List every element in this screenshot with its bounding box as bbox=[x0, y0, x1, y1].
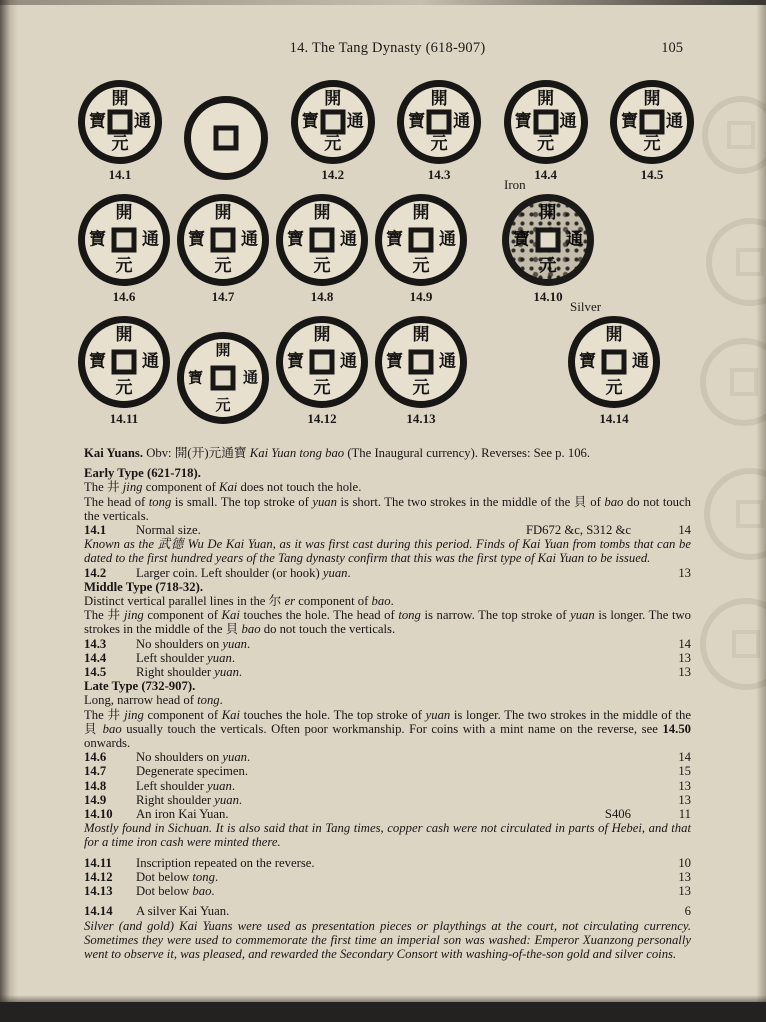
coin-figure bbox=[177, 194, 269, 305]
entry-number: 14.2 bbox=[84, 565, 107, 580]
text-run: do not touch the verticals. bbox=[84, 494, 692, 523]
entry-value: 13 bbox=[678, 792, 691, 807]
text-run: . bbox=[390, 594, 394, 609]
coin-image bbox=[78, 194, 170, 286]
bleedthrough-ghost bbox=[700, 598, 766, 690]
coin-row bbox=[78, 177, 694, 305]
text-run: . bbox=[247, 750, 251, 765]
text-run: is longer. The two strokes in the middle of the 貝 bbox=[84, 608, 691, 637]
catalog-entry bbox=[84, 750, 691, 764]
catalog-entry bbox=[84, 870, 691, 884]
text-run: tong bbox=[192, 869, 215, 884]
text-run: Kai bbox=[221, 608, 240, 623]
text-run: er bbox=[284, 594, 296, 609]
coin-image bbox=[177, 332, 269, 424]
entry-number: 14.10 bbox=[84, 807, 113, 822]
coin-figure bbox=[276, 194, 368, 305]
coin-material-tag: Iron bbox=[504, 177, 526, 192]
paragraph bbox=[84, 495, 691, 523]
coin-character: 通 bbox=[439, 351, 456, 372]
entry-value: 15 bbox=[678, 764, 691, 779]
coin-character: 通 bbox=[453, 111, 471, 132]
coin-hole bbox=[427, 110, 452, 135]
entry-value: 13 bbox=[678, 884, 691, 899]
text-run: . bbox=[211, 884, 215, 899]
coin-character: 寶 bbox=[386, 229, 403, 250]
text-run: Degenerate specimen. bbox=[136, 764, 249, 779]
text-run: touches the hole. The top stroke of bbox=[240, 707, 426, 722]
catalog-entry bbox=[84, 904, 691, 918]
coin-hole bbox=[409, 228, 434, 253]
text-run: An iron Kai Yuan. bbox=[136, 807, 229, 822]
coin-character: 通 bbox=[142, 351, 159, 372]
coin-figure bbox=[291, 80, 375, 183]
coin-character: 開 bbox=[324, 89, 342, 109]
text-run: . bbox=[214, 869, 219, 884]
page-header bbox=[84, 40, 691, 57]
coin-character: 寶 bbox=[301, 111, 319, 132]
text-run: Silver (and gold) Kai Yuans were used as presentation pieces or playthings at the court, not circulating currency. Sometimes they were used to commemorate the first time an imperial son was washed: Emperor Xuanzong personally went to observe it, was pleased, and rewarded the Secondary Consort with washing-of-the-son gold and silver coins. bbox=[84, 918, 691, 961]
coin-hole bbox=[112, 350, 137, 375]
coin-hole bbox=[602, 350, 627, 375]
entry-value: 13 bbox=[678, 665, 691, 680]
bleedthrough-ghost bbox=[706, 218, 766, 306]
coin-figure bbox=[78, 316, 170, 427]
catalog-entry bbox=[84, 807, 691, 821]
coin-character: 開 bbox=[214, 203, 232, 223]
coin-character: 寶 bbox=[188, 229, 205, 250]
italic-note bbox=[84, 919, 691, 962]
catalog-entry bbox=[84, 779, 691, 793]
entry-description bbox=[136, 807, 605, 821]
coin-figure bbox=[502, 177, 594, 305]
entry-value: 6 bbox=[684, 904, 691, 919]
entry-value: 14 bbox=[678, 750, 691, 765]
text-run: is short. The two strokes in the middle of the 貝 of bbox=[336, 494, 605, 509]
text-run: yuan bbox=[312, 494, 337, 509]
entry-description bbox=[136, 651, 665, 665]
coin-character: 開 bbox=[313, 203, 331, 223]
entry-description bbox=[136, 750, 665, 764]
paragraph bbox=[84, 608, 691, 636]
text-run: The 井 bbox=[84, 480, 123, 495]
entry-description bbox=[136, 665, 665, 679]
text-run: Inscription repeated on the reverse. bbox=[136, 855, 315, 870]
coin-character: 通 bbox=[439, 229, 456, 250]
scan-edge-bottom bbox=[0, 1002, 766, 1022]
coin-hole bbox=[211, 366, 236, 391]
coin-character: 元 bbox=[643, 134, 661, 154]
coin-material-tag: Silver bbox=[570, 299, 602, 314]
text-run: Kai Yuan tong bao bbox=[249, 446, 345, 460]
coin-image bbox=[276, 194, 368, 286]
text-run: bao bbox=[241, 622, 261, 637]
entry-value: 10 bbox=[678, 855, 691, 870]
text-run: Distinct vertical parallel lines in the 尔 bbox=[84, 594, 285, 609]
text-run: jing bbox=[122, 480, 143, 495]
entry-number: 14.1 bbox=[84, 523, 107, 538]
bleedthrough-ghost bbox=[700, 338, 766, 426]
coin-character: 開 bbox=[643, 89, 661, 109]
paragraph bbox=[84, 708, 691, 751]
coin-label: 14.12 bbox=[307, 411, 337, 426]
entry-number: 14.6 bbox=[84, 750, 107, 765]
coin-character: 開 bbox=[537, 89, 555, 109]
coin-character: 元 bbox=[430, 134, 448, 154]
entry-description bbox=[136, 856, 665, 870]
text-run: No shoulders on bbox=[136, 636, 223, 651]
coin-hole bbox=[310, 350, 335, 375]
text-run: yuan bbox=[214, 792, 239, 807]
coin-character: 元 bbox=[111, 134, 129, 154]
text-run: component of bbox=[142, 480, 219, 495]
catalog-entry bbox=[84, 523, 691, 537]
coin-character: 開 bbox=[115, 203, 133, 223]
text-run: Long, narrow head of bbox=[84, 693, 198, 708]
entry-description bbox=[136, 523, 526, 537]
section-heading: Late Type (732-907). bbox=[84, 679, 196, 694]
coin-figure bbox=[177, 332, 269, 427]
coin-character: 寶 bbox=[620, 111, 638, 132]
coin-label: 14.7 bbox=[211, 289, 235, 304]
coin-label: 14.3 bbox=[427, 167, 451, 182]
entry-description bbox=[136, 637, 665, 651]
coin-character: 通 bbox=[559, 111, 577, 132]
entry-value: 14 bbox=[678, 636, 691, 651]
text-run: yuan bbox=[425, 707, 451, 722]
text-run: yuan bbox=[214, 665, 239, 680]
scan-edge-left bbox=[0, 0, 18, 1022]
entry-number: 14.3 bbox=[84, 636, 107, 651]
coin-image bbox=[276, 316, 368, 408]
text-run: bao bbox=[192, 884, 212, 899]
entry-description bbox=[136, 779, 665, 793]
coin-character: 元 bbox=[412, 256, 430, 276]
catalog-entry bbox=[84, 793, 691, 807]
text-run: . bbox=[238, 665, 243, 680]
coin-character: 寶 bbox=[89, 111, 106, 132]
coin-hole bbox=[214, 126, 239, 151]
coin-character: 通 bbox=[665, 111, 683, 132]
coin-character: 寶 bbox=[188, 368, 204, 387]
section-heading: Middle Type (718-32). bbox=[84, 579, 203, 594]
coin-character: 元 bbox=[115, 256, 133, 276]
entry-value: 11 bbox=[678, 807, 691, 822]
text-run: is longer. The two strokes in the middle of the 貝 bbox=[84, 707, 691, 736]
coin-figure bbox=[610, 80, 694, 183]
coin-character: 寶 bbox=[287, 229, 304, 250]
text-run: . bbox=[231, 650, 236, 665]
entry-description bbox=[136, 764, 665, 778]
coin-character: 通 bbox=[346, 111, 364, 132]
coin-hole bbox=[409, 350, 434, 375]
text-run: Known as the 武德 Wu De Kai Yuan, as it was first cast during this period. Finds of Kai Yuan from tombs that can be dated to the first hundred years of the Tang dynasty confirm that this was the first type of Kai Yuan to be issued. bbox=[84, 537, 691, 566]
coin-label: 14.9 bbox=[409, 289, 433, 304]
coin-character: 元 bbox=[115, 378, 133, 398]
coin-image bbox=[504, 80, 588, 164]
coin-label: 14.5 bbox=[640, 167, 664, 182]
entry-description bbox=[136, 884, 665, 898]
italic-note bbox=[84, 537, 691, 565]
text-run: Obv: 開(开)元通寶 bbox=[143, 446, 250, 460]
coin-figure bbox=[78, 194, 170, 305]
text-run: The 井 bbox=[84, 608, 125, 623]
coin-character: 開 bbox=[412, 203, 430, 223]
coin-image bbox=[375, 316, 467, 408]
coin-figure bbox=[375, 194, 467, 305]
coin-label: 14.14 bbox=[599, 411, 629, 426]
coin-label: 14.11 bbox=[109, 411, 139, 426]
coin-character: 通 bbox=[340, 351, 357, 372]
text-run: Right shoulder bbox=[136, 665, 215, 680]
coin-hole bbox=[211, 228, 236, 253]
coin-label: 14.6 bbox=[112, 289, 136, 304]
coin-hole bbox=[639, 110, 664, 135]
coin-character: 開 bbox=[215, 341, 231, 359]
coin-row bbox=[78, 299, 694, 427]
text-run: Dot below bbox=[136, 884, 193, 899]
text-run: usually touch the verticals. Often poor workmanship. For coins with a mint name on the reverse, see bbox=[121, 721, 663, 736]
entry-number: 14.14 bbox=[84, 904, 113, 919]
coin-character: 開 bbox=[605, 325, 623, 345]
entry-references: FD672 &c, S312 &c bbox=[525, 523, 631, 538]
entry-value: 13 bbox=[678, 565, 691, 580]
coin-figure bbox=[78, 80, 162, 183]
coin-image bbox=[78, 316, 170, 408]
coin-image bbox=[78, 80, 162, 164]
text-run: yuan bbox=[570, 608, 595, 623]
coin-character: 寶 bbox=[579, 351, 596, 372]
text-run: jing bbox=[124, 707, 144, 722]
coin-character: 通 bbox=[242, 368, 258, 387]
text-run: is small. The top stroke of bbox=[171, 494, 313, 509]
catalog-text bbox=[84, 446, 691, 961]
entry-description bbox=[136, 566, 665, 580]
coin-character: 寶 bbox=[287, 351, 304, 372]
text-run: Larger coin. Left shoulder (or hook) bbox=[136, 565, 323, 580]
section-heading: Early Type (621-718). bbox=[84, 466, 201, 481]
coin-image bbox=[375, 194, 467, 286]
coin-row bbox=[78, 80, 694, 183]
entry-number: 14.12 bbox=[84, 869, 113, 884]
bleedthrough-ghost bbox=[704, 468, 766, 560]
italic-note bbox=[84, 821, 691, 849]
coin-label: 14.1 bbox=[108, 167, 132, 182]
text-run: bao bbox=[604, 494, 624, 509]
text-run: onwards. bbox=[84, 736, 131, 751]
text-run: . bbox=[231, 778, 236, 793]
coin-image bbox=[610, 80, 694, 164]
coin-character: 元 bbox=[313, 256, 331, 276]
entry-value: 13 bbox=[678, 778, 691, 793]
coin-hole bbox=[108, 110, 133, 135]
text-run: component of bbox=[295, 594, 372, 609]
entry-description bbox=[136, 870, 665, 884]
text-run: Normal size. bbox=[136, 523, 201, 538]
coin-figure bbox=[568, 299, 660, 427]
coin-figure bbox=[184, 96, 268, 183]
coin-character: 元 bbox=[537, 134, 555, 154]
text-run: jing bbox=[124, 608, 144, 623]
text-run: The head of bbox=[84, 494, 149, 509]
text-run: yuan bbox=[322, 565, 348, 580]
text-run: is narrow. The top stroke of bbox=[420, 608, 571, 623]
text-run: Kai Yuans. bbox=[84, 446, 144, 460]
coin-label: 14.8 bbox=[310, 289, 334, 304]
coin-label: 14.10 bbox=[533, 289, 563, 304]
coin-character: 寶 bbox=[386, 351, 403, 372]
entry-number: 14.4 bbox=[84, 650, 107, 665]
coin-figure bbox=[504, 80, 588, 183]
text-run: Mostly found in Sichuan. It is also said that in Tang times, copper cash were not circulated in parts of Hebei, and that for a time iron cash were minted there. bbox=[84, 821, 691, 850]
coin-character: 通 bbox=[241, 229, 258, 250]
scan-edge-top bbox=[0, 0, 766, 5]
coin-character: 通 bbox=[632, 351, 649, 372]
text-run: yuan bbox=[207, 650, 232, 665]
paragraph bbox=[84, 480, 691, 494]
entry-description bbox=[136, 904, 665, 918]
coin-character: 通 bbox=[134, 111, 151, 132]
paragraph bbox=[84, 594, 691, 608]
text-run: Kai bbox=[218, 480, 238, 495]
coin-image bbox=[291, 80, 375, 164]
coin-character: 開 bbox=[412, 325, 430, 345]
paragraph bbox=[84, 693, 691, 707]
coin-character: 通 bbox=[566, 229, 583, 250]
coin-character: 開 bbox=[111, 89, 129, 109]
coin-character: 寶 bbox=[408, 111, 426, 132]
coin-character: 寶 bbox=[89, 351, 106, 372]
coin-image bbox=[397, 80, 481, 164]
paragraph bbox=[84, 446, 691, 460]
catalog-entry bbox=[84, 566, 691, 580]
entry-value: 14 bbox=[678, 523, 691, 538]
coin-character: 元 bbox=[605, 378, 623, 398]
entry-value: 13 bbox=[678, 869, 691, 884]
page-number: 105 bbox=[661, 40, 683, 56]
text-run: (The Inaugural currency). Reverses: See p. 106. bbox=[344, 446, 591, 460]
text-run: No shoulders on bbox=[136, 750, 223, 765]
coin-character: 元 bbox=[324, 134, 342, 154]
entry-number: 14.11 bbox=[84, 855, 112, 870]
coin-figure bbox=[276, 316, 368, 427]
coin-hole bbox=[536, 228, 561, 253]
coin-character: 寶 bbox=[514, 111, 532, 132]
coin-figure bbox=[375, 316, 467, 427]
catalog-entry bbox=[84, 884, 691, 898]
coin-character: 元 bbox=[539, 256, 557, 276]
coin-image bbox=[177, 194, 269, 286]
coin-character: 開 bbox=[430, 89, 448, 109]
entry-number: 14.5 bbox=[84, 665, 107, 680]
text-run: Right shoulder bbox=[136, 792, 215, 807]
text-run: bao bbox=[371, 594, 391, 609]
text-run: A silver Kai Yuan. bbox=[136, 904, 230, 919]
text-run: . bbox=[247, 636, 251, 651]
text-run: Left shoulder bbox=[136, 650, 208, 665]
text-run: yuan bbox=[222, 750, 248, 765]
text-run: 14.50 bbox=[662, 721, 691, 736]
text-run: Left shoulder bbox=[136, 778, 208, 793]
coin-hole bbox=[320, 110, 345, 135]
coin-plate bbox=[78, 80, 694, 438]
catalog-entry bbox=[84, 651, 691, 665]
entry-number: 14.7 bbox=[84, 764, 107, 779]
coin-character: 元 bbox=[215, 396, 231, 414]
coin-hole bbox=[112, 228, 137, 253]
coin-image bbox=[184, 96, 268, 180]
coin-character: 開 bbox=[539, 203, 557, 223]
coin-character: 寶 bbox=[89, 229, 106, 250]
chapter-title: 14. The Tang Dynasty (618-907) bbox=[289, 40, 486, 56]
text-run: component of bbox=[143, 608, 222, 623]
coin-character: 元 bbox=[313, 378, 331, 398]
entry-references: S406 bbox=[604, 807, 631, 822]
text-run: does not touch the hole. bbox=[237, 480, 362, 495]
coin-label: 14.4 bbox=[534, 167, 557, 182]
catalog-entry bbox=[84, 665, 691, 679]
text-run: touches the hole. The head of bbox=[239, 608, 399, 623]
coin-label: 14.2 bbox=[321, 167, 345, 182]
coin-hole bbox=[310, 228, 335, 253]
text-run: yuan bbox=[222, 636, 248, 651]
coin-character: 元 bbox=[214, 256, 232, 276]
text-run: component of bbox=[143, 707, 222, 722]
coin-image bbox=[568, 316, 660, 408]
text-run: Dot below bbox=[136, 869, 193, 884]
coin-character: 通 bbox=[142, 229, 159, 250]
entry-value: 13 bbox=[678, 650, 691, 665]
text-run: . bbox=[238, 792, 243, 807]
entry-number: 14.13 bbox=[84, 884, 113, 899]
text-run: . bbox=[347, 565, 351, 580]
entry-number: 14.9 bbox=[84, 792, 107, 807]
text-run: The 井 bbox=[84, 707, 125, 722]
coin-figure bbox=[397, 80, 481, 183]
coin-hole bbox=[533, 110, 558, 135]
text-run: Kai bbox=[221, 707, 241, 722]
coin-character: 開 bbox=[115, 325, 133, 345]
coin-label: 14.13 bbox=[406, 411, 436, 426]
catalog-entry bbox=[84, 764, 691, 778]
text-run: yuan bbox=[207, 778, 232, 793]
entry-number: 14.8 bbox=[84, 778, 107, 793]
text-run: tong bbox=[398, 608, 421, 623]
coin-character: 開 bbox=[313, 325, 331, 345]
bleedthrough-ghost bbox=[702, 96, 766, 174]
coin-image bbox=[502, 194, 594, 286]
coin-character: 元 bbox=[412, 378, 430, 398]
coin-character: 寶 bbox=[513, 229, 530, 250]
text-run: tong bbox=[148, 494, 172, 509]
catalog-entry bbox=[84, 856, 691, 870]
text-run: . bbox=[219, 693, 223, 708]
text-run: tong bbox=[197, 693, 220, 708]
entry-description bbox=[136, 793, 665, 807]
text-run: bao bbox=[102, 721, 122, 736]
coin-character: 通 bbox=[340, 229, 357, 250]
text-run: do not touch the verticals. bbox=[260, 622, 396, 637]
catalog-entry bbox=[84, 637, 691, 651]
